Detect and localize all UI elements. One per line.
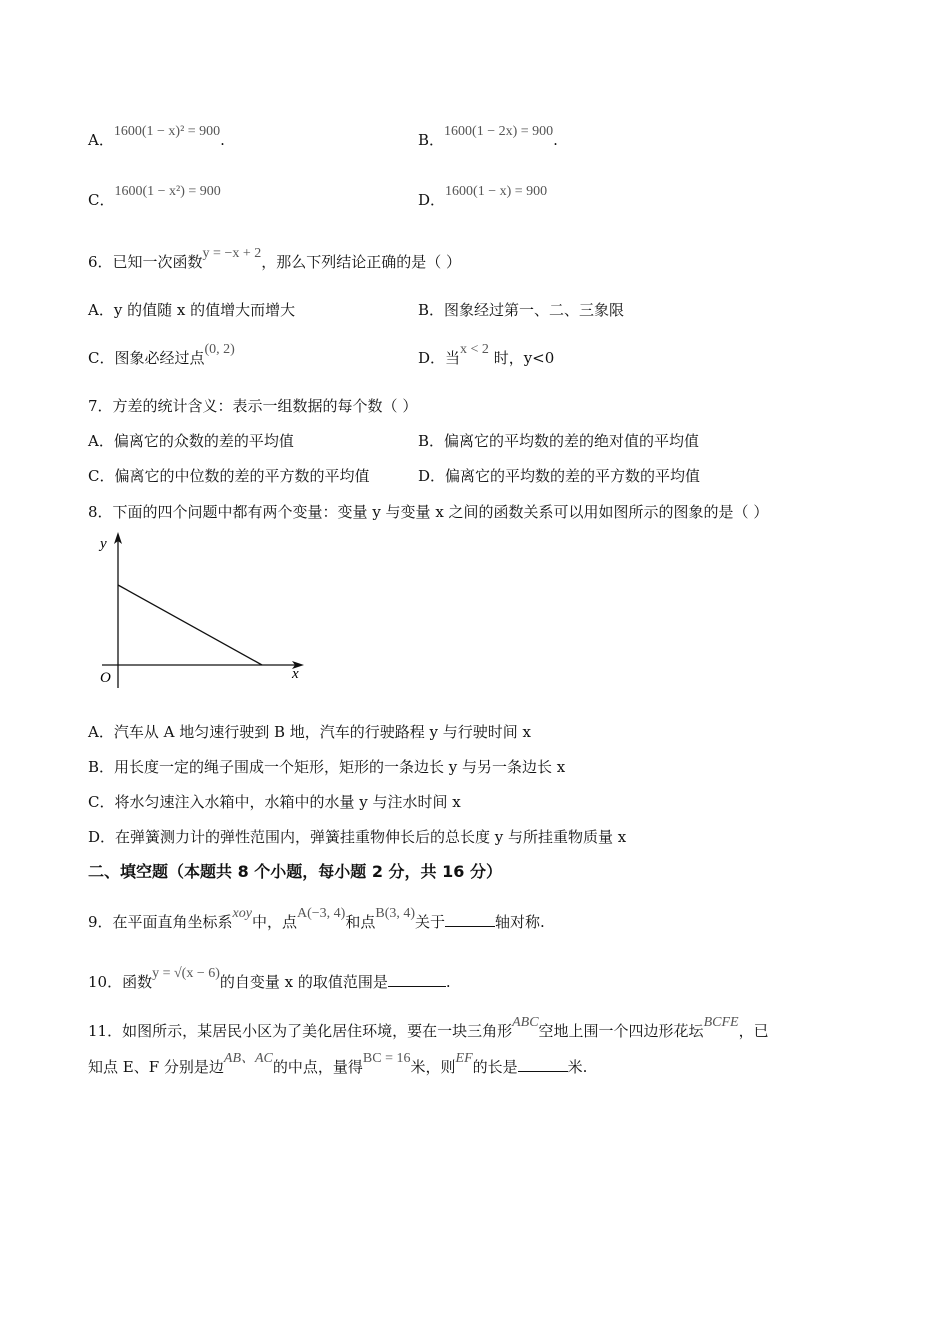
stem-text: ，那么下列结论正确的是（ ） (261, 253, 462, 271)
section-title: 二、填空题（本题共 8 个小题，每小题 2 分，共 16 分） (88, 862, 502, 881)
q7-option-d[interactable]: D．偏离它的平均数的差的平方数的平均值 (418, 467, 701, 485)
q8-option-a[interactable]: A．汽车从 A 地匀速行驶到 B 地，汽车的行驶路程 y 与行驶时间 x (88, 723, 532, 741)
stem-text: 轴对称. (495, 913, 545, 931)
q8-option-c[interactable]: C．将水匀速注入水箱中，水箱中的水量 y 与注水时间 x (88, 793, 461, 811)
x-axis-label: x (292, 666, 299, 682)
q6-option-b[interactable]: B．图象经过第一、二、三象限 (418, 301, 625, 319)
q5-option-a[interactable] (88, 124, 225, 152)
formula: x < 2 (460, 342, 489, 357)
period: . (445, 973, 451, 991)
q10 (88, 966, 451, 994)
q9 (88, 906, 545, 934)
formula: (0, 2) (204, 342, 235, 357)
q5-option-d[interactable] (418, 184, 548, 212)
stem-text: 中，点 (251, 913, 297, 931)
q6-option-d[interactable] (418, 342, 555, 370)
formula: 1600(1 − x²) = 900 (114, 184, 221, 199)
formula: 1600(1 − 2x) = 900 (444, 124, 554, 139)
q11-line1 (88, 1015, 769, 1043)
option-label: A． (88, 131, 114, 149)
q8-option-b[interactable]: B．用长度一定的绳子围成一个矩形，矩形的一条边长 y 与另一条边长 x (88, 758, 566, 776)
formula: 1600(1 − x)² = 900 (113, 124, 221, 139)
function-line (118, 585, 262, 665)
q5-option-c[interactable] (88, 184, 221, 212)
period: . (220, 131, 225, 149)
stem-text: 的中点，量得 (272, 1058, 363, 1076)
formula: y = √(x − 6) (152, 966, 220, 981)
answer-blank[interactable] (445, 912, 495, 927)
stem-text: 和点 (345, 913, 376, 931)
stem-text: 11．如图所示，某居民小区为了美化居住环境，要在一块三角形 (88, 1022, 513, 1040)
q5-option-b[interactable] (418, 124, 558, 152)
q11-line2 (88, 1051, 588, 1079)
stem-text: 9．在平面直角坐标系 (88, 913, 233, 931)
stem-text: 的自变量 x 的取值范围是 (219, 973, 388, 991)
q6-stem (88, 246, 462, 274)
stem-text: 米，则 (410, 1058, 456, 1076)
period: . (553, 131, 558, 149)
q8-graph (94, 530, 314, 695)
q8-stem: 8．下面的四个问题中都有两个变量：变量 y 与变量 x 之间的函数关系可以用如图所示的图象的是（ ） (88, 503, 769, 521)
stem-text: ，已 (738, 1022, 769, 1040)
formula: BC = 16 (362, 1051, 411, 1066)
formula: AB、AC (223, 1051, 273, 1066)
q7-option-c[interactable]: C．偏离它的中位数的差的平方数的平均值 (88, 467, 370, 485)
answer-blank[interactable] (388, 972, 446, 987)
option-text: D．当 (418, 349, 461, 367)
formula: A(−3, 4) (297, 906, 346, 921)
formula: BCFE (703, 1015, 739, 1030)
option-text: 时，y<0 (488, 349, 555, 367)
q8-option-d[interactable]: D．在弹簧测力计的弹性范围内，弹簧挂重物伸长后的总长度 y 与所挂重物质量 x (88, 828, 627, 846)
q6-option-c[interactable] (88, 342, 235, 370)
stem-text: 关于 (415, 913, 446, 931)
y-axis-label: y (100, 536, 107, 552)
stem-text: 知点 E、F 分别是边 (88, 1058, 224, 1076)
formula: y = −x + 2 (202, 246, 262, 261)
option-label: B． (418, 131, 445, 149)
stem-text: 的长是 (472, 1058, 518, 1076)
formula: 1600(1 − x) = 900 (445, 184, 548, 199)
stem-text: 空地上围一个四边形花坛 (538, 1022, 704, 1040)
stem-text: 米. (567, 1058, 588, 1076)
answer-blank[interactable] (518, 1057, 568, 1072)
origin-label: O (100, 670, 111, 686)
option-text: C．图象必经过点 (88, 349, 205, 367)
q7-option-a[interactable]: A．偏离它的众数的差的平均值 (88, 432, 294, 450)
stem-text: 10．函数 (88, 973, 153, 991)
formula: B(3, 4) (375, 906, 416, 921)
option-label: D． (418, 191, 446, 209)
q7-option-b[interactable]: B．偏离它的平均数的差的绝对值的平均值 (418, 432, 700, 450)
option-label: C． (88, 191, 115, 209)
q7-stem: 7．方差的统计含义：表示一组数据的每个数（ ） (88, 397, 418, 415)
formula: EF (455, 1051, 473, 1066)
stem-text: 6．已知一次函数 (88, 253, 203, 271)
q6-option-a[interactable]: A．y 的值随 x 的值增大而增大 (88, 301, 296, 319)
formula: xoy (232, 906, 252, 921)
formula: ABC (512, 1015, 539, 1030)
